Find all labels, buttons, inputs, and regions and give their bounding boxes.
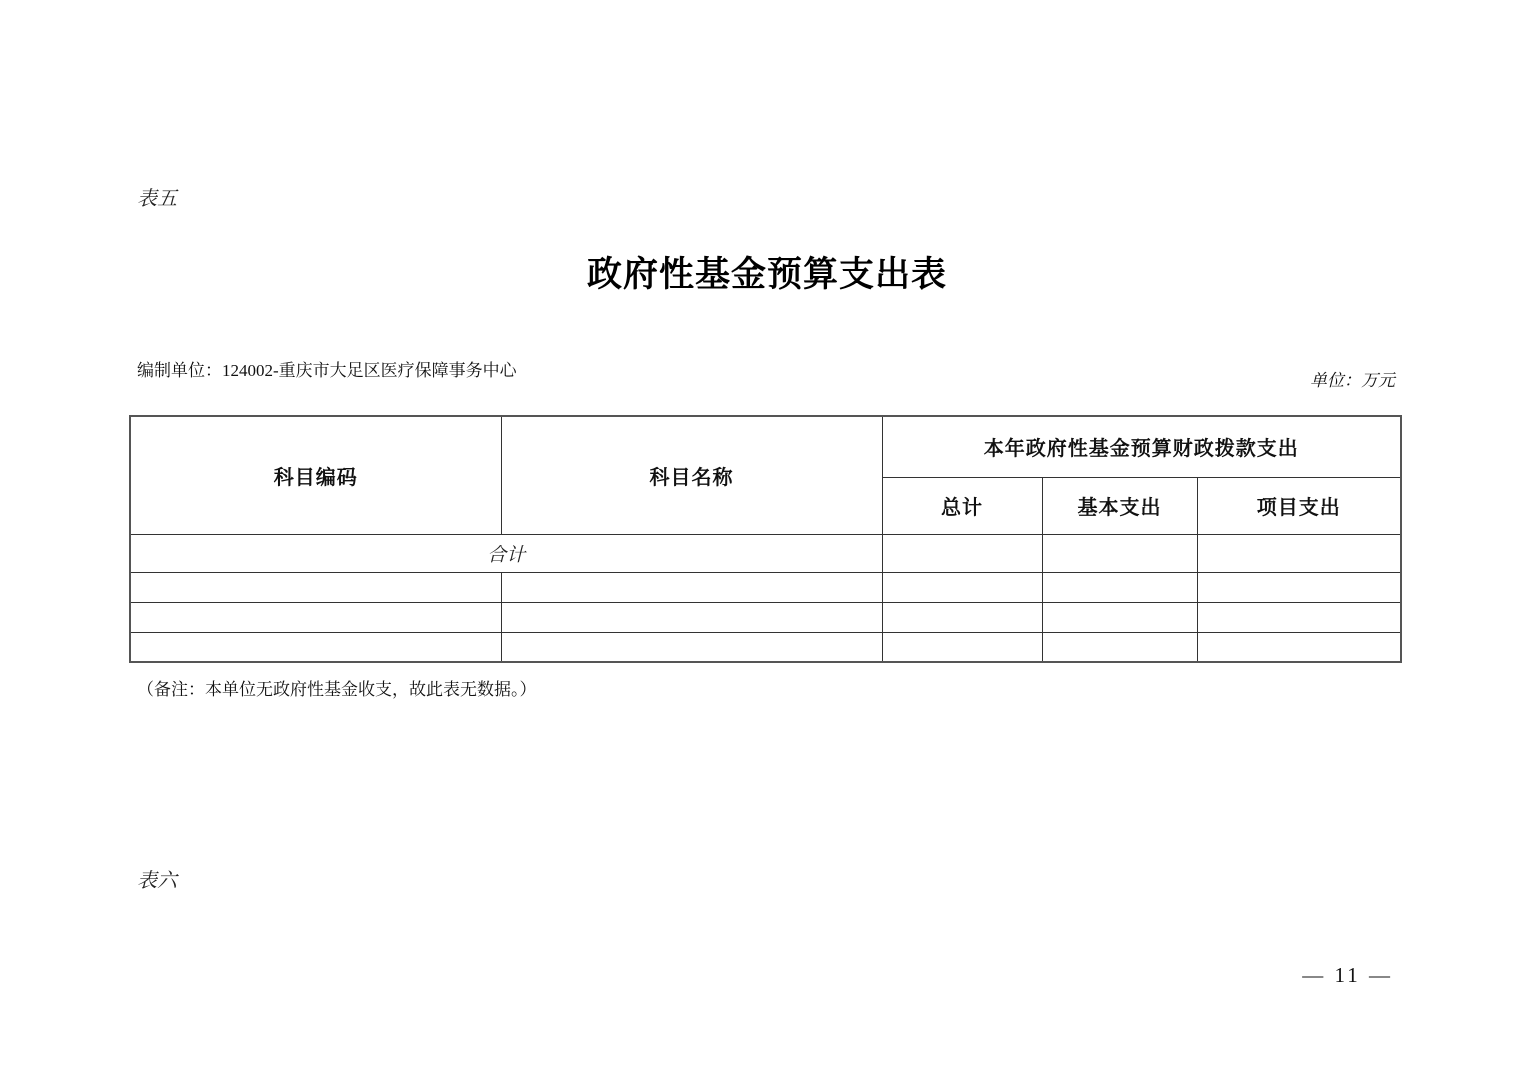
empty-cell-name	[501, 632, 882, 662]
column-header-subject-code: 科目编码	[130, 416, 501, 534]
column-header-total: 总计	[882, 477, 1042, 534]
table-empty-row	[130, 572, 1401, 602]
total-row	[130, 534, 1401, 572]
empty-cell-basic	[1042, 602, 1197, 632]
column-header-group: 本年政府性基金预算财政拨款支出	[882, 416, 1401, 477]
page-title: 政府性基金预算支出表	[586, 255, 947, 294]
empty-cell-total	[882, 632, 1042, 662]
total-row-label: 合计	[130, 534, 882, 572]
empty-cell-code	[130, 632, 501, 662]
empty-cell-name	[501, 572, 882, 602]
table-empty-row	[130, 632, 1401, 662]
column-header-basic-expenditure: 基本支出	[1042, 477, 1197, 534]
empty-cell-basic	[1042, 572, 1197, 602]
empty-cell-total	[882, 572, 1042, 602]
page-number: — 11 —	[1302, 963, 1393, 987]
table-label-bottom: 表六	[137, 870, 177, 892]
empty-cell-basic	[1042, 632, 1197, 662]
empty-cell-total	[882, 602, 1042, 632]
empty-cell-code	[130, 572, 501, 602]
total-row-basic-value	[1042, 534, 1197, 572]
table-label-top: 表五	[137, 188, 177, 210]
table-header-row-1	[130, 416, 1401, 477]
column-header-project-expenditure: 项目支出	[1197, 477, 1401, 534]
empty-cell-name	[501, 602, 882, 632]
prepared-by-label: 编制单位：124002-重庆市大足区医疗保障事务中心	[137, 361, 517, 380]
empty-cell-code	[130, 602, 501, 632]
empty-cell-project	[1197, 602, 1401, 632]
total-row-project-value	[1197, 534, 1401, 572]
unit-note: 单位：万元	[1310, 371, 1395, 390]
empty-cell-project	[1197, 632, 1401, 662]
footnote: （备注：本单位无政府性基金收支，故此表无数据。）	[137, 680, 537, 699]
table-empty-row	[130, 602, 1401, 632]
total-row-total-value	[882, 534, 1042, 572]
column-header-subject-name: 科目名称	[501, 416, 882, 534]
empty-cell-project	[1197, 572, 1401, 602]
budget-table	[129, 415, 1402, 663]
